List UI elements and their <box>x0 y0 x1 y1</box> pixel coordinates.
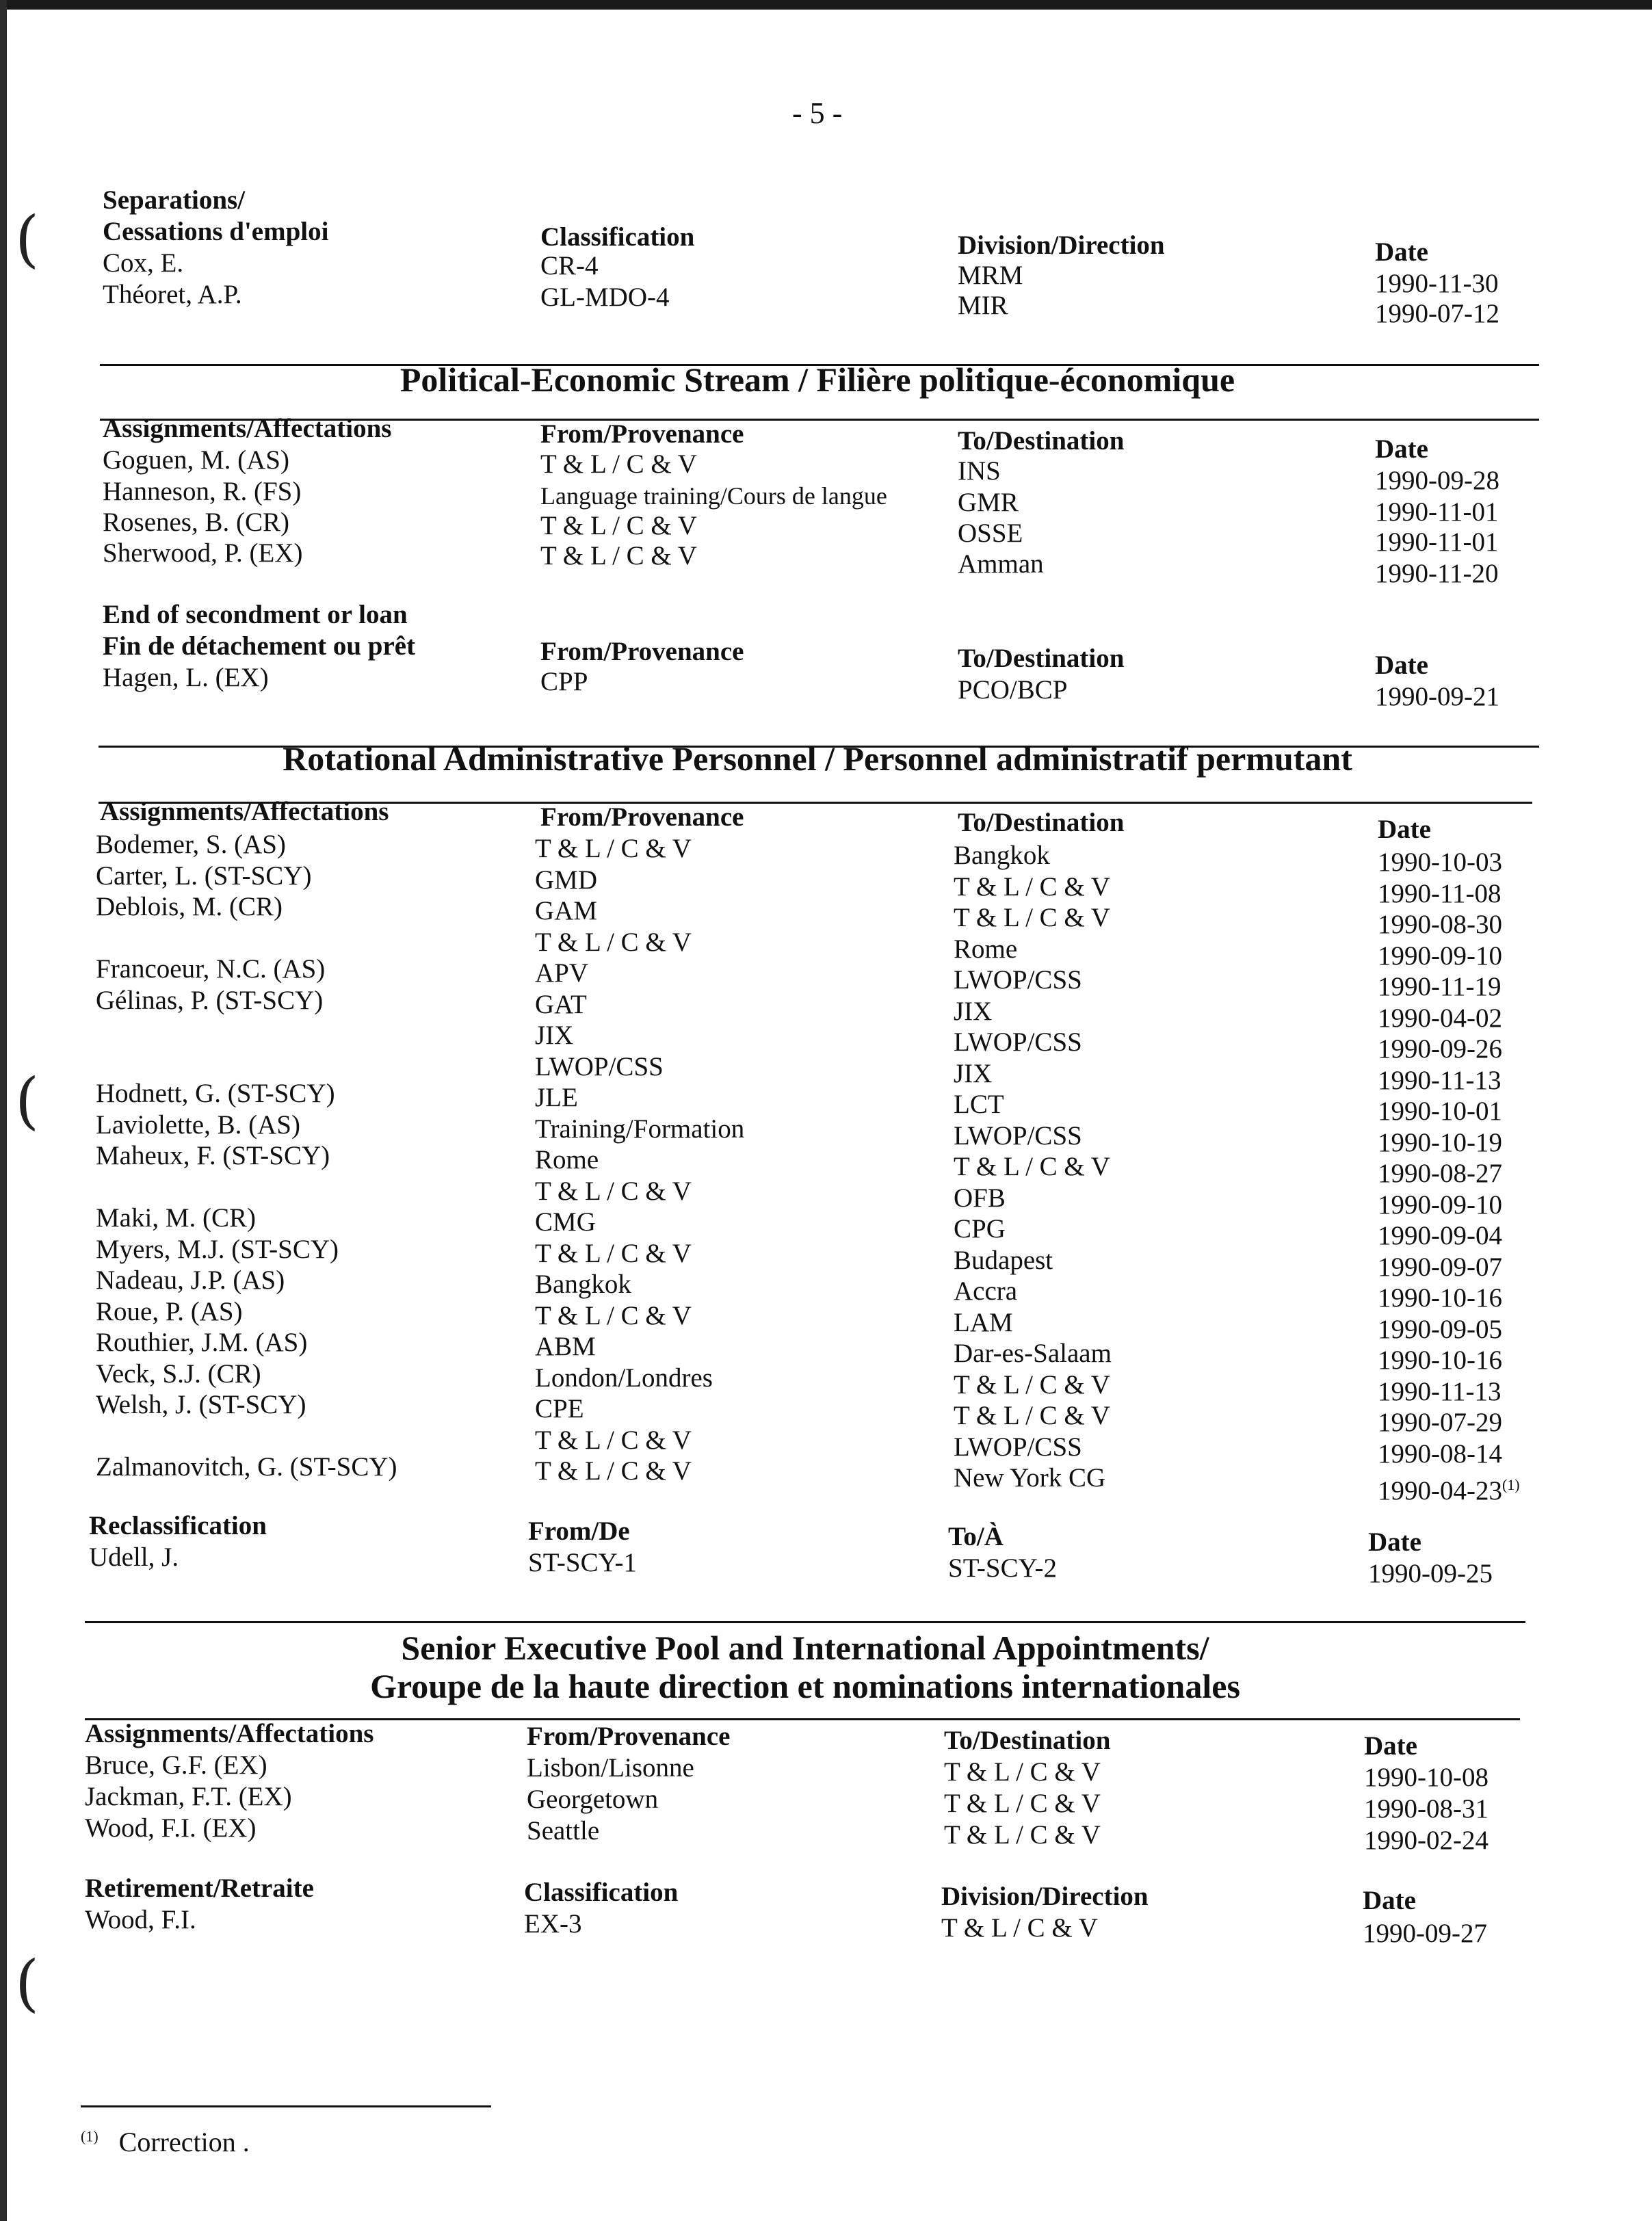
column-header: To/Destination <box>958 808 1125 837</box>
table-cell-to: LCT <box>954 1090 1004 1119</box>
table-cell-to: T & L / C & V <box>954 871 1110 902</box>
table-cell-date: 1990-11-13 <box>1378 1065 1502 1095</box>
table-cell-from: ABM <box>535 1332 596 1361</box>
table-cell-from: T & L / C & V <box>535 1425 692 1455</box>
table-cell-to: CPG <box>954 1214 1006 1244</box>
table-cell-date: 1990-09-25 <box>1368 1559 1493 1588</box>
section-title: Political-Economic Stream / Filière politique-économique <box>399 360 1235 399</box>
table-cell-date: 1990-09-07 <box>1378 1252 1502 1282</box>
column-header: Assignments/Affectations <box>85 1719 374 1748</box>
table-cell-name: Bruce, G.F. (EX) <box>85 1750 267 1780</box>
column-header: From/Provenance <box>540 802 744 832</box>
subsection-heading: Retirement/Retraite <box>85 1874 314 1903</box>
table-cell-name: Maheux, F. (ST-SCY) <box>96 1141 330 1170</box>
table-cell-name: Deblois, M. (CR) <box>96 892 283 921</box>
table-cell-name: Maki, M. (CR) <box>96 1203 256 1233</box>
table-cell-to: JIX <box>954 1058 993 1088</box>
table-cell-date: 1990-02-24 <box>1364 1826 1489 1855</box>
table-cell-to: T & L / C & V <box>954 903 1110 932</box>
table-cell-name: Hodnett, G. (ST-SCY) <box>96 1079 335 1108</box>
column-header: Date <box>1375 434 1428 464</box>
column-header: Date <box>1378 815 1431 844</box>
table-cell-date: 1990-11-13 <box>1378 1376 1502 1406</box>
column-header: From/Provenance <box>527 1722 731 1751</box>
table-cell-to: T & L / C & V <box>954 1152 1110 1181</box>
table-cell-from: Training/Formation <box>535 1114 745 1144</box>
table-cell-name: Myers, M.J. (ST-SCY) <box>96 1234 339 1264</box>
column-header: Date <box>1375 650 1428 680</box>
table-cell-to: LWOP/CSS <box>954 1432 1082 1462</box>
table-cell-from: LWOP/CSS <box>535 1051 664 1081</box>
table-cell-from: Seattle <box>527 1816 600 1845</box>
table-cell-name: Bodemer, S. (AS) <box>96 830 286 859</box>
table-cell-name: Carter, L. (ST-SCY) <box>96 860 312 891</box>
table-cell-to: OSSE <box>958 518 1023 548</box>
table-cell-from: T & L / C & V <box>535 1456 692 1486</box>
table-cell-date: 1990-07-12 <box>1375 299 1499 328</box>
column-header: Assignments/Affectations <box>103 414 392 443</box>
section-title: Rotational Administrative Personnel / Personnel administratif permutant <box>283 739 1352 778</box>
table-cell-from: Rome <box>535 1145 599 1174</box>
scan-top-border <box>0 0 1652 10</box>
table-cell-date: 1990-10-03 <box>1378 847 1502 877</box>
table-cell-name: Nadeau, J.P. (AS) <box>96 1265 285 1295</box>
table-cell-date: 1990-11-01 <box>1375 497 1499 527</box>
table-cell-from: GAM <box>535 896 598 925</box>
table-cell-from: T & L / C & V <box>535 927 692 957</box>
table-cell-date: 1990-11-01 <box>1375 527 1499 557</box>
column-header: From/Provenance <box>540 419 744 449</box>
table-cell-date: 1990-08-14 <box>1378 1438 1502 1469</box>
section-rule <box>85 1621 1525 1623</box>
table-cell-name: Routhier, J.M. (AS) <box>96 1328 308 1357</box>
table-cell-to: ST-SCY-2 <box>948 1553 1057 1583</box>
column-header: To/Destination <box>944 1726 1111 1755</box>
table-cell-to: INS <box>958 456 1001 486</box>
column-header: Division/Direction <box>941 1882 1149 1911</box>
table-cell-date: 1990-10-16 <box>1378 1345 1502 1375</box>
table-cell-from: London/Londres <box>535 1363 713 1393</box>
scan-left-edge <box>0 0 7 2221</box>
table-cell-from: CR-4 <box>540 251 599 280</box>
table-cell-to: Budapest <box>954 1245 1053 1275</box>
table-cell-name: Goguen, M. (AS) <box>103 445 289 475</box>
table-cell-to: OFB <box>954 1183 1006 1213</box>
table-cell-from: JLE <box>535 1083 578 1112</box>
table-cell-date: 1990-11-08 <box>1378 878 1502 908</box>
table-cell-to: New York CG <box>954 1463 1106 1493</box>
table-cell-name: Théoret, A.P. <box>103 280 242 309</box>
table-cell-to: Amman <box>958 549 1044 579</box>
table-cell-from: Lisbon/Lisonne <box>527 1753 694 1783</box>
subsection-heading: End of secondment or loan <box>103 600 408 629</box>
table-cell-name: Gélinas, P. (ST-SCY) <box>96 985 324 1015</box>
binder-hole-mark: ( <box>15 1065 40 1137</box>
table-cell-from: ST-SCY-1 <box>528 1548 637 1577</box>
separations-heading-fr: Cessations d'emploi <box>103 217 329 246</box>
table-cell-date: 1990-07-29 <box>1378 1408 1502 1437</box>
table-cell-name: Wood, F.I. <box>85 1905 196 1934</box>
column-header: Division/Direction <box>958 231 1165 260</box>
table-cell-date: 1990-11-20 <box>1375 559 1499 588</box>
table-cell-from: T & L / C & V <box>535 1238 692 1268</box>
table-cell-from: CPE <box>535 1394 584 1423</box>
column-header: Date <box>1363 1886 1416 1915</box>
table-cell-date-text: 1990-04-23 <box>1378 1476 1502 1506</box>
column-header: Classification <box>540 222 695 252</box>
table-cell-to: GMR <box>958 488 1019 517</box>
table-cell-name: Hanneson, R. (FS) <box>103 477 302 506</box>
table-cell-name: Veck, S.J. (CR) <box>96 1358 261 1389</box>
table-cell-date: 1990-08-30 <box>1378 910 1502 939</box>
table-cell-from: CMG <box>535 1207 596 1237</box>
table-cell-to: Accra <box>954 1276 1018 1306</box>
binder-hole-mark: ( <box>15 1947 40 2019</box>
column-header: To/Destination <box>958 426 1125 456</box>
table-cell-from: EX-3 <box>524 1909 582 1939</box>
table-cell-date: 1990-09-26 <box>1378 1034 1502 1064</box>
table-cell-name: Hagen, L. (EX) <box>103 663 269 692</box>
column-header: From/De <box>528 1516 630 1546</box>
column-header: Date <box>1364 1731 1417 1761</box>
table-cell-to: LWOP/CSS <box>954 965 1082 995</box>
table-cell-to: PCO/BCP <box>958 675 1068 705</box>
table-cell-from: T & L / C & V <box>540 511 697 540</box>
table-cell-to: T & L / C & V <box>944 1789 1101 1818</box>
subsection-heading-fr: Fin de détachement ou prêt <box>103 631 416 661</box>
table-cell-to: Dar-es-Salaam <box>954 1339 1112 1368</box>
table-cell-name: Zalmanovitch, G. (ST-SCY) <box>96 1452 397 1482</box>
table-cell-to: T & L / C & V <box>954 1369 1110 1399</box>
table-cell-date: 1990-10-01 <box>1378 1096 1502 1126</box>
table-cell-from: T & L / C & V <box>535 1300 692 1330</box>
table-cell-from: GAT <box>535 989 587 1019</box>
table-cell-from: GMD <box>535 865 598 895</box>
table-cell-to: T & L / C & V <box>954 1401 1110 1430</box>
table-cell-date: 1990-09-21 <box>1375 682 1499 711</box>
table-cell-name: Francoeur, N.C. (AS) <box>96 954 326 984</box>
table-cell-to: T & L / C & V <box>944 1757 1101 1787</box>
table-cell-date: 1990-10-08 <box>1364 1763 1489 1792</box>
table-cell-date: 1990-10-16 <box>1378 1283 1502 1313</box>
footnote-text: Correction . <box>118 2127 250 2157</box>
table-cell-to: LWOP/CSS <box>954 1027 1082 1057</box>
footnote-rule <box>81 2105 491 2107</box>
footnote-reference: (1) <box>1502 1476 1520 1493</box>
table-cell-from: Georgetown <box>527 1785 659 1814</box>
table-cell-from: JIX <box>535 1021 574 1050</box>
table-cell-date: 1990-08-31 <box>1364 1794 1489 1824</box>
table-cell-from: T & L / C & V <box>535 834 692 863</box>
subsection-heading: Reclassification <box>89 1511 267 1540</box>
section-title: Senior Executive Pool and International Appointments/ <box>401 1629 1209 1667</box>
table-cell-date: 1990-10-19 <box>1378 1127 1502 1157</box>
table-cell-from: Bangkok <box>535 1270 631 1299</box>
table-cell-date: 1990-11-30 <box>1375 269 1499 298</box>
table-cell-to: T & L / C & V <box>944 1820 1101 1850</box>
binder-hole-mark: ( <box>15 203 40 275</box>
separations-heading: Separations/ <box>103 185 246 215</box>
table-cell-from: T & L / C & V <box>540 541 697 570</box>
table-cell-name: Laviolette, B. (AS) <box>96 1109 300 1140</box>
table-cell-to: JIX <box>954 996 993 1026</box>
table-cell-from: APV <box>535 958 589 988</box>
table-cell-date: 1990-09-27 <box>1363 1919 1487 1948</box>
footnote-mark: (1) <box>81 2127 99 2145</box>
table-cell-from: CPP <box>540 667 588 696</box>
column-header: Classification <box>524 1878 679 1907</box>
table-cell-name: Cox, E. <box>103 248 184 278</box>
column-header: From/Provenance <box>540 637 744 666</box>
table-cell-from: Language training/Cours de langue <box>540 482 887 510</box>
table-cell-name: Welsh, J. (ST-SCY) <box>96 1390 306 1419</box>
table-cell-to: LAM <box>954 1307 1013 1337</box>
column-header: To/À <box>948 1522 1004 1551</box>
table-cell-to: MRM <box>958 261 1023 290</box>
table-cell-name: Wood, F.I. (EX) <box>85 1813 257 1843</box>
table-cell-name: Roue, P. (AS) <box>96 1296 243 1326</box>
column-header: Assignments/Affectations <box>100 797 389 826</box>
table-cell-date: 1990-09-05 <box>1378 1314 1502 1344</box>
table-cell-name: Udell, J. <box>89 1542 179 1572</box>
table-cell-date: 1990-09-10 <box>1378 941 1502 971</box>
table-cell-name: Rosenes, B. (CR) <box>103 508 289 537</box>
table-cell-date: 1990-09-10 <box>1378 1190 1502 1220</box>
table-cell-to: Rome <box>954 934 1018 964</box>
page-number: - 5 - <box>792 96 843 130</box>
table-cell-to: LWOP/CSS <box>954 1120 1082 1151</box>
table-cell-date: 1990-09-04 <box>1378 1221 1502 1250</box>
table-cell-date: 1990-08-27 <box>1378 1159 1502 1188</box>
column-header: Date <box>1368 1527 1421 1557</box>
table-cell-date: 1990-04-02 <box>1378 1003 1502 1033</box>
table-cell-date: 1990-11-19 <box>1378 972 1502 1001</box>
column-header: Date <box>1375 237 1428 267</box>
table-cell-date <box>1378 1469 1520 1507</box>
column-header: To/Destination <box>958 644 1125 673</box>
table-cell-name: Jackman, F.T. (EX) <box>85 1782 292 1811</box>
table-cell-to: T & L / C & V <box>941 1913 1098 1943</box>
section-title-fr: Groupe de la haute direction et nominations internationales <box>370 1667 1240 1705</box>
table-cell-from: GL-MDO-4 <box>540 282 670 312</box>
table-cell-date: 1990-09-28 <box>1375 466 1499 495</box>
table-cell-from: T & L / C & V <box>540 449 697 479</box>
table-cell-to: MIR <box>958 291 1008 320</box>
footnote <box>81 2126 250 2158</box>
table-cell-name: Sherwood, P. (EX) <box>103 538 303 568</box>
table-cell-from: T & L / C & V <box>535 1176 692 1206</box>
table-cell-to: Bangkok <box>954 841 1050 870</box>
